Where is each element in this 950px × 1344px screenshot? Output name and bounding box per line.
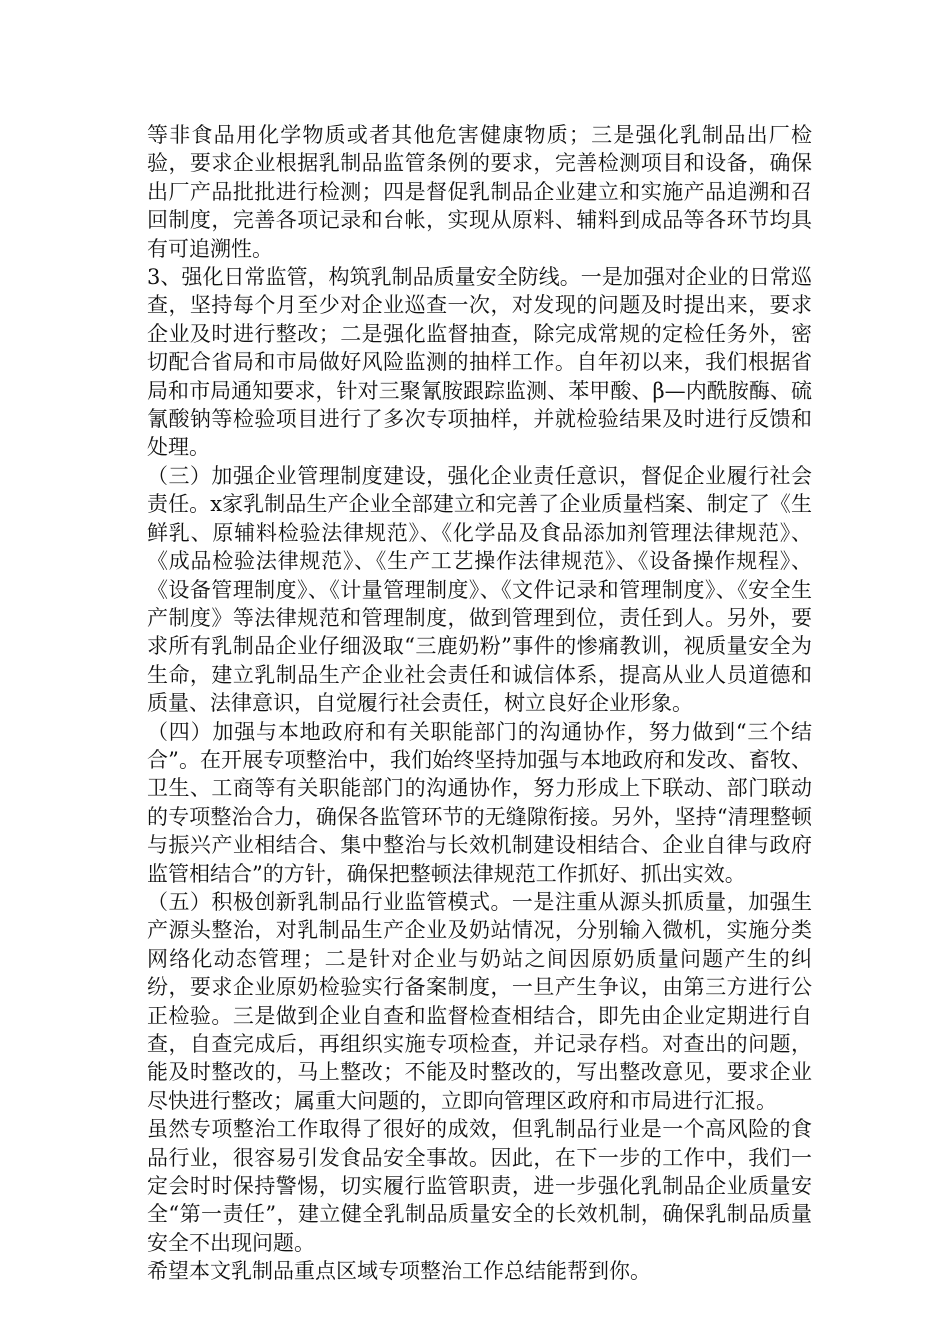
paragraph-inspection-continued: 等非食品用化学物质或者其他危害健康物质；三是强化乳制品出厂检验，要求企业根据乳制品监管条例的要求，完善检测项目和设备，确保出厂产品批批进行检测；四是督促乳制品企业建立和实施产品追溯和召回制度，完善各项记录和台帐，实现从原料、辅料到成品等各环节均具有可追溯性。 [147,123,812,261]
paragraph-management-system: （三）加强企业管理制度建设，强化企业责任意识，督促企业履行社会责任。x家乳制品生产企业全部建立和完善了企业质量档案、制定了《生鲜乳、原辅料检验法律规范》、《化学品及食品添加剂管理法律规范》、《成品检验法律规范》、《生产工艺操作法律规范》、《设备操作规程》、《设备管理制度》、《计量管理制度》、《文件记录和管理制度》、《安全生产制度》等法律规范和管理制度，做到管理到位，责任到人。另外，要求所有乳制品企业仔细汲取“三鹿奶粉”事件的惨痛教训，视质量安全为生命，建立乳制品生产企业社会责任和诚信体系，提高从业人员道德和质量、法律意识，自觉履行社会责任，树立良好企业形象。 [147,463,812,716]
paragraph-supervision-innovation: （五）积极创新乳制品行业监管模式。一是注重从源头抓质量，加强生产源头整治，对乳制品生产企业及奶站情况，分别输入微机，实施分类网络化动态管理；二是针对企业与奶站之间因原奶质量问题产生的纠纷，要求企业原奶检验实行备案制度，一旦产生争议，由第三方进行公正检验。三是做到企业自查和监督检查相结合，即先由企业定期进行自查，自查完成后，再组织实施专项检查，并记录存档。对查出的问题，能及时整改的，马上整改；不能及时整改的，写出整改意见，要求企业尽快进行整改；属重大问题的，立即向管理区政府和市局进行汇报。 [147,889,812,1113]
paragraph-government-cooperation: （四）加强与本地政府和有关职能部门的沟通协作，努力做到“三个结合”。在开展专项整治中，我们始终坚持加强与本地政府和发改、畜牧、卫生、工商等有关职能部门的沟通协作，努力形成上下联动、部门联动的专项整治合力，确保各监管环节的无缝隙衔接。另外，坚持“清理整顿与振兴产业相结合、集中整治与长效机制建设相结合、企业自律与政府监管相结合”的方针，确保把整顿法律规范工作抓好、抓出实效。 [147,719,812,886]
paragraph-daily-supervision: 3、强化日常监管，构筑乳制品质量安全防线。一是加强对企业的日常巡查，坚持每个月至少对企业巡查一次，对发现的问题及时提出来，要求企业及时进行整改；二是强化监督抽查，除完成常规的定检任务外，密切配合省局和市局做好风险监测的抽样工作。自年初以来，我们根据省局和市局通知要求，针对三聚氰胺跟踪监测、苯甲酸、β—内酰胺酶、硫氰酸钠等检验项目进行了多次专项抽样，并就检验结果及时进行反馈和处理。 [147,265,812,460]
paragraph-closing-note: 希望本文乳制品重点区域专项整治工作总结能帮到你。 [147,1259,651,1284]
paragraph-conclusion: 虽然专项整治工作取得了很好的成效，但乳制品行业是一个高风险的食品行业，很容易引发食品安全事故。因此，在下一步的工作中，我们一定会时时保持警惕，切实履行监管职责，进一步强化乳制品企业质量安全“第一责任”，建立健全乳制品质量安全的长效机制，确保乳制品质量安全不出现问题。 [147,1117,812,1255]
document-body [147,121,812,1286]
